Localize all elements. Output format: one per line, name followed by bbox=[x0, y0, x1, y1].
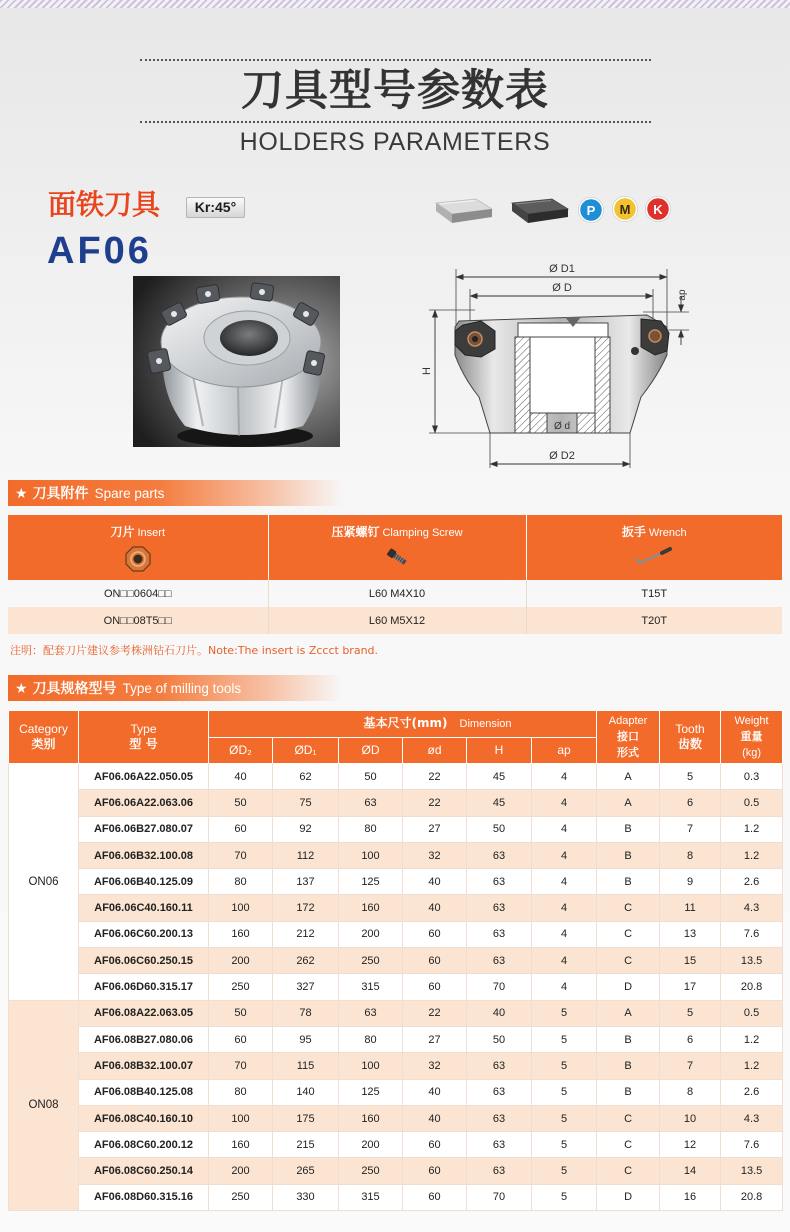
adapter-cell: C bbox=[597, 895, 660, 921]
table-row bbox=[9, 816, 783, 842]
type-cell: AF06.08C40.160.10 bbox=[79, 1105, 209, 1131]
table-row bbox=[9, 921, 783, 947]
table-row bbox=[9, 1132, 783, 1158]
d-cell: 80 bbox=[339, 816, 403, 842]
spare-parts-table bbox=[8, 515, 782, 634]
d1-cell: 175 bbox=[273, 1105, 339, 1131]
weight-cell: 4.3 bbox=[721, 895, 783, 921]
d1-cell: 215 bbox=[273, 1132, 339, 1158]
bore-cell: 60 bbox=[403, 1132, 467, 1158]
bore-cell: 40 bbox=[403, 1105, 467, 1131]
weight-cell: 1.2 bbox=[721, 1053, 783, 1079]
h-cell: 63 bbox=[467, 1053, 532, 1079]
table-row bbox=[9, 1079, 783, 1105]
h-cell: 63 bbox=[467, 948, 532, 974]
d2-cell: 100 bbox=[209, 1105, 273, 1131]
section-title-cn: 刀具规格型号 bbox=[32, 681, 117, 697]
weight-cell: 1.2 bbox=[721, 842, 783, 868]
table-row bbox=[9, 1000, 783, 1026]
column-header-screw bbox=[268, 515, 526, 580]
tooth-cell: 7 bbox=[660, 816, 721, 842]
d-cell: 200 bbox=[339, 921, 403, 947]
type-cell: AF06.06B27.080.07 bbox=[79, 816, 209, 842]
page-subtitle: HOLDERS PARAMETERS bbox=[239, 128, 551, 156]
d-cell: 315 bbox=[339, 974, 403, 1000]
table-row bbox=[9, 948, 783, 974]
d-cell: 80 bbox=[339, 1026, 403, 1052]
adapter-cell: D bbox=[597, 974, 660, 1000]
column-header-wrench bbox=[526, 515, 782, 580]
weight-cell: 2.6 bbox=[721, 1079, 783, 1105]
header-label-en: Category bbox=[19, 722, 68, 736]
type-cell: AF06.06C40.160.11 bbox=[79, 895, 209, 921]
label-d2: Ø D2 bbox=[549, 450, 575, 462]
h-cell: 45 bbox=[467, 764, 532, 790]
tooth-cell: 6 bbox=[660, 790, 721, 816]
weight-cell: 0.3 bbox=[721, 764, 783, 790]
title-divider-bottom bbox=[140, 121, 651, 123]
decorative-stripes bbox=[0, 0, 790, 8]
d2-cell: 200 bbox=[209, 948, 273, 974]
type-cell: AF06.08C60.200.12 bbox=[79, 1132, 209, 1158]
insert-cell: ON□□08T5□□ bbox=[8, 607, 268, 634]
tooth-cell: 7 bbox=[660, 1053, 721, 1079]
d1-cell: 330 bbox=[273, 1184, 339, 1210]
header-label-cn: 型 号 bbox=[129, 737, 158, 751]
weight-cell: 0.5 bbox=[721, 1000, 783, 1026]
bore-cell: 27 bbox=[403, 816, 467, 842]
star-icon bbox=[15, 680, 33, 697]
section-title-cn: 刀具附件 bbox=[32, 486, 89, 502]
ap-cell: 4 bbox=[532, 842, 597, 868]
d1-cell: 75 bbox=[273, 790, 339, 816]
column-header-weight bbox=[721, 711, 783, 764]
d2-cell: 60 bbox=[209, 816, 273, 842]
bore-cell: 60 bbox=[403, 1184, 467, 1210]
svg-text:P: P bbox=[586, 203, 596, 218]
bore-cell: 22 bbox=[403, 790, 467, 816]
d2-cell: 160 bbox=[209, 921, 273, 947]
section-header-milling-tools bbox=[8, 675, 343, 701]
bore-cell: 40 bbox=[403, 869, 467, 895]
table-row bbox=[9, 1158, 783, 1184]
d-cell: 50 bbox=[339, 764, 403, 790]
ap-cell: 4 bbox=[532, 974, 597, 1000]
adapter-cell: B bbox=[597, 842, 660, 868]
d-cell: 160 bbox=[339, 1105, 403, 1131]
adapter-cell: C bbox=[597, 921, 660, 947]
column-label-en: Clamping Screw bbox=[382, 527, 463, 539]
h-cell: 70 bbox=[467, 974, 532, 1000]
bore-cell: 40 bbox=[403, 895, 467, 921]
d2-cell: 70 bbox=[209, 1053, 273, 1079]
svg-text:M: M bbox=[619, 202, 631, 217]
section-title-en: Type of milling tools bbox=[122, 681, 242, 696]
d-cell: 63 bbox=[339, 1000, 403, 1026]
ap-cell: 5 bbox=[532, 1000, 597, 1026]
table-row bbox=[9, 974, 783, 1000]
adapter-cell: A bbox=[597, 790, 660, 816]
column-header-d2: ØD₂ bbox=[209, 738, 273, 764]
table-row bbox=[8, 607, 782, 634]
type-cell: AF06.08B32.100.07 bbox=[79, 1053, 209, 1079]
weight-cell: 7.6 bbox=[721, 921, 783, 947]
material-icons bbox=[430, 190, 680, 230]
column-header-type bbox=[79, 711, 209, 764]
type-cell: AF06.08C60.250.14 bbox=[79, 1158, 209, 1184]
column-label-en: Insert bbox=[137, 527, 166, 539]
d-cell: 315 bbox=[339, 1184, 403, 1210]
column-header-adapter bbox=[597, 711, 660, 764]
ap-cell: 4 bbox=[532, 948, 597, 974]
table-row bbox=[9, 842, 783, 868]
type-cell: AF06.06B32.100.08 bbox=[79, 842, 209, 868]
tooth-cell: 15 bbox=[660, 948, 721, 974]
adapter-cell: A bbox=[597, 764, 660, 790]
d2-cell: 60 bbox=[209, 1026, 273, 1052]
kr-angle-badge: Kr:45° bbox=[186, 197, 245, 218]
type-cell: AF06.08D60.315.16 bbox=[79, 1184, 209, 1210]
category-cell: ON06 bbox=[9, 764, 79, 1001]
d1-cell: 327 bbox=[273, 974, 339, 1000]
wrench-cell: T15T bbox=[641, 587, 668, 600]
tooth-cell: 5 bbox=[660, 764, 721, 790]
d1-cell: 265 bbox=[273, 1158, 339, 1184]
d1-cell: 92 bbox=[273, 816, 339, 842]
table-row bbox=[9, 764, 783, 790]
table-row bbox=[9, 1184, 783, 1210]
ap-cell: 5 bbox=[532, 1158, 597, 1184]
d-cell: 250 bbox=[339, 948, 403, 974]
d2-cell: 100 bbox=[209, 895, 273, 921]
ap-cell: 5 bbox=[532, 1105, 597, 1131]
d2-cell: 200 bbox=[209, 1158, 273, 1184]
h-cell: 40 bbox=[467, 1000, 532, 1026]
tooth-cell: 6 bbox=[660, 1026, 721, 1052]
d1-cell: 95 bbox=[273, 1026, 339, 1052]
adapter-cell: B bbox=[597, 1079, 660, 1105]
adapter-cell: A bbox=[597, 1000, 660, 1026]
ap-cell: 4 bbox=[532, 816, 597, 842]
header-label-cn: 齿数 bbox=[678, 737, 703, 751]
d1-cell: 115 bbox=[273, 1053, 339, 1079]
adapter-cell: C bbox=[597, 1105, 660, 1131]
table-row bbox=[9, 1053, 783, 1079]
tooth-cell: 16 bbox=[660, 1184, 721, 1210]
column-header-bore: ød bbox=[403, 738, 467, 764]
ap-cell: 5 bbox=[532, 1132, 597, 1158]
d2-cell: 40 bbox=[209, 764, 273, 790]
insert-brand-note: 注明：配套刀片建议参考株洲钻石刀片。Note:The insert is Zccct brand. bbox=[10, 644, 379, 657]
section-title-en: Spare parts bbox=[94, 486, 165, 501]
table-row bbox=[9, 790, 783, 816]
type-cell: AF06.08A22.063.05 bbox=[79, 1000, 209, 1026]
column-header-tooth bbox=[660, 711, 721, 764]
bore-cell: 22 bbox=[403, 1000, 467, 1026]
header-label-en: Adapter bbox=[608, 715, 648, 727]
label-ap: ap bbox=[677, 289, 688, 301]
column-label-en: Wrench bbox=[648, 527, 687, 539]
d2-cell: 70 bbox=[209, 842, 273, 868]
screw-cell: L60 M5X12 bbox=[268, 607, 526, 634]
d2-cell: 80 bbox=[209, 869, 273, 895]
d1-cell: 140 bbox=[273, 1079, 339, 1105]
svg-text:K: K bbox=[653, 202, 663, 217]
d-cell: 160 bbox=[339, 895, 403, 921]
screw-cell: L60 M4X10 bbox=[268, 580, 526, 607]
h-cell: 63 bbox=[467, 1158, 532, 1184]
technical-drawing bbox=[415, 255, 695, 470]
table-header-row bbox=[8, 515, 782, 580]
h-cell: 63 bbox=[467, 1079, 532, 1105]
header-label-en: Tooth bbox=[675, 722, 705, 736]
tool-photo bbox=[133, 276, 340, 447]
star-icon bbox=[15, 485, 33, 502]
d-cell: 100 bbox=[339, 842, 403, 868]
light-insert-icon bbox=[436, 199, 492, 223]
d-cell: 100 bbox=[339, 1053, 403, 1079]
cutter-section bbox=[455, 315, 669, 433]
weight-cell: 20.8 bbox=[721, 974, 783, 1000]
tooth-cell: 11 bbox=[660, 895, 721, 921]
category-cell: ON08 bbox=[9, 1000, 79, 1210]
tooth-cell: 14 bbox=[660, 1158, 721, 1184]
milling-tools-body bbox=[9, 764, 783, 1211]
header-label-cn: 形式 bbox=[617, 746, 640, 759]
ap-cell: 4 bbox=[532, 869, 597, 895]
adapter-cell: C bbox=[597, 948, 660, 974]
tooth-cell: 9 bbox=[660, 869, 721, 895]
weight-cell: 1.2 bbox=[721, 1026, 783, 1052]
adapter-cell: C bbox=[597, 1158, 660, 1184]
ap-cell: 4 bbox=[532, 764, 597, 790]
bore-cell: 60 bbox=[403, 974, 467, 1000]
d-cell: 125 bbox=[339, 1079, 403, 1105]
insert-icon bbox=[124, 545, 152, 573]
d2-cell: 160 bbox=[209, 1132, 273, 1158]
ap-cell: 5 bbox=[532, 1079, 597, 1105]
ap-cell: 4 bbox=[532, 895, 597, 921]
tooth-cell: 5 bbox=[660, 1000, 721, 1026]
table-header-row bbox=[9, 711, 783, 738]
d-cell: 200 bbox=[339, 1132, 403, 1158]
bore-cell: 22 bbox=[403, 764, 467, 790]
material-m-badge bbox=[612, 196, 638, 222]
h-cell: 63 bbox=[467, 921, 532, 947]
dark-insert-icon bbox=[512, 199, 568, 223]
material-k-badge bbox=[645, 196, 671, 222]
h-cell: 63 bbox=[467, 842, 532, 868]
type-cell: AF06.08B40.125.08 bbox=[79, 1079, 209, 1105]
d1-cell: 172 bbox=[273, 895, 339, 921]
header-label-en: (kg) bbox=[742, 747, 762, 759]
ap-cell: 5 bbox=[532, 1184, 597, 1210]
table-row bbox=[9, 1105, 783, 1131]
milling-tools-table bbox=[8, 710, 783, 1211]
weight-cell: 13.5 bbox=[721, 948, 783, 974]
header-label-cn: 类别 bbox=[31, 737, 56, 751]
label-bore: Ø d bbox=[553, 421, 571, 432]
bore-cell: 27 bbox=[403, 1026, 467, 1052]
insert-cell: ON□□0604□□ bbox=[8, 580, 268, 607]
h-cell: 50 bbox=[467, 816, 532, 842]
h-cell: 50 bbox=[467, 1026, 532, 1052]
h-cell: 63 bbox=[467, 1105, 532, 1131]
column-header-dimension bbox=[209, 711, 597, 738]
adapter-cell: B bbox=[597, 816, 660, 842]
type-cell: AF06.06D60.315.17 bbox=[79, 974, 209, 1000]
d-cell: 250 bbox=[339, 1158, 403, 1184]
type-cell: AF06.06A22.050.05 bbox=[79, 764, 209, 790]
bore-cell: 60 bbox=[403, 1158, 467, 1184]
title-divider-top bbox=[140, 59, 651, 61]
h-cell: 70 bbox=[467, 1184, 532, 1210]
h-cell: 63 bbox=[467, 895, 532, 921]
header-label-cn: 重量 bbox=[740, 730, 763, 743]
h-cell: 63 bbox=[467, 1132, 532, 1158]
adapter-cell: B bbox=[597, 869, 660, 895]
weight-cell: 0.5 bbox=[721, 790, 783, 816]
d-cell: 63 bbox=[339, 790, 403, 816]
d-cell: 125 bbox=[339, 869, 403, 895]
header-label-en: Type bbox=[130, 722, 157, 736]
bore-cell: 60 bbox=[403, 948, 467, 974]
adapter-cell: C bbox=[597, 1132, 660, 1158]
tooth-cell: 8 bbox=[660, 842, 721, 868]
ap-cell: 4 bbox=[532, 921, 597, 947]
column-header-h: H bbox=[467, 738, 532, 764]
product-category: 面铁刀具 bbox=[48, 188, 161, 221]
section-header-spare-parts bbox=[8, 480, 343, 506]
tooth-cell: 17 bbox=[660, 974, 721, 1000]
d1-cell: 62 bbox=[273, 764, 339, 790]
table-row bbox=[8, 580, 782, 607]
header-label-cn: 接口 bbox=[617, 730, 640, 743]
weight-cell: 13.5 bbox=[721, 1158, 783, 1184]
tooth-cell: 13 bbox=[660, 921, 721, 947]
adapter-cell: B bbox=[597, 1026, 660, 1052]
weight-cell: 1.2 bbox=[721, 816, 783, 842]
column-header-insert bbox=[8, 515, 268, 580]
column-header-d1: ØD₁ bbox=[273, 738, 339, 764]
d2-cell: 80 bbox=[209, 1079, 273, 1105]
d1-cell: 112 bbox=[273, 842, 339, 868]
table-row bbox=[9, 869, 783, 895]
bore-cell: 60 bbox=[403, 921, 467, 947]
table-row bbox=[9, 895, 783, 921]
tooth-cell: 10 bbox=[660, 1105, 721, 1131]
screw-icon bbox=[383, 545, 411, 569]
d2-cell: 250 bbox=[209, 974, 273, 1000]
d1-cell: 137 bbox=[273, 869, 339, 895]
column-label-cn: 刀片 bbox=[110, 525, 135, 539]
column-label-cn: 扳手 bbox=[621, 525, 646, 539]
wrench-cell: T20T bbox=[526, 607, 782, 634]
column-label-cn: 压紧螺钉 bbox=[331, 525, 380, 539]
label-d1: Ø D1 bbox=[549, 263, 575, 275]
type-cell: AF06.08B27.080.06 bbox=[79, 1026, 209, 1052]
bore-cell: 32 bbox=[403, 842, 467, 868]
d2-cell: 50 bbox=[209, 1000, 273, 1026]
ap-cell: 5 bbox=[532, 1053, 597, 1079]
column-header-ap: ap bbox=[532, 738, 597, 764]
product-model: AF06 bbox=[47, 230, 152, 272]
d1-cell: 212 bbox=[273, 921, 339, 947]
d2-cell: 50 bbox=[209, 790, 273, 816]
header-label-en: Weight bbox=[734, 715, 769, 727]
weight-cell: 4.3 bbox=[721, 1105, 783, 1131]
bore-cell: 40 bbox=[403, 1079, 467, 1105]
bore-cell: 32 bbox=[403, 1053, 467, 1079]
header-label-en: Dimension bbox=[459, 718, 512, 730]
column-header-category bbox=[9, 711, 79, 764]
type-cell: AF06.06C60.250.15 bbox=[79, 948, 209, 974]
type-cell: AF06.06C60.200.13 bbox=[79, 921, 209, 947]
d1-cell: 78 bbox=[273, 1000, 339, 1026]
tooth-cell: 12 bbox=[660, 1132, 721, 1158]
h-cell: 45 bbox=[467, 790, 532, 816]
type-cell: AF06.06A22.063.06 bbox=[79, 790, 209, 816]
d1-cell: 262 bbox=[273, 948, 339, 974]
h-cell: 63 bbox=[467, 869, 532, 895]
adapter-cell: D bbox=[597, 1184, 660, 1210]
tooth-cell: 8 bbox=[660, 1079, 721, 1105]
label-h: H bbox=[421, 367, 433, 375]
header-label-cn: 基本尺寸(mm) bbox=[363, 716, 448, 730]
d2-cell: 250 bbox=[209, 1184, 273, 1210]
weight-cell: 7.6 bbox=[721, 1132, 783, 1158]
weight-cell: 20.8 bbox=[721, 1184, 783, 1210]
ap-cell: 5 bbox=[532, 1026, 597, 1052]
column-header-d: ØD bbox=[339, 738, 403, 764]
ap-cell: 4 bbox=[532, 790, 597, 816]
page-title: 刀具型号参数表 bbox=[241, 66, 549, 116]
type-cell: AF06.06B40.125.09 bbox=[79, 869, 209, 895]
table-row bbox=[9, 1026, 783, 1052]
wrench-icon bbox=[632, 545, 676, 567]
adapter-cell: B bbox=[597, 1053, 660, 1079]
label-d: Ø D bbox=[552, 282, 572, 294]
weight-cell: 2.6 bbox=[721, 869, 783, 895]
material-p-badge bbox=[578, 197, 604, 223]
